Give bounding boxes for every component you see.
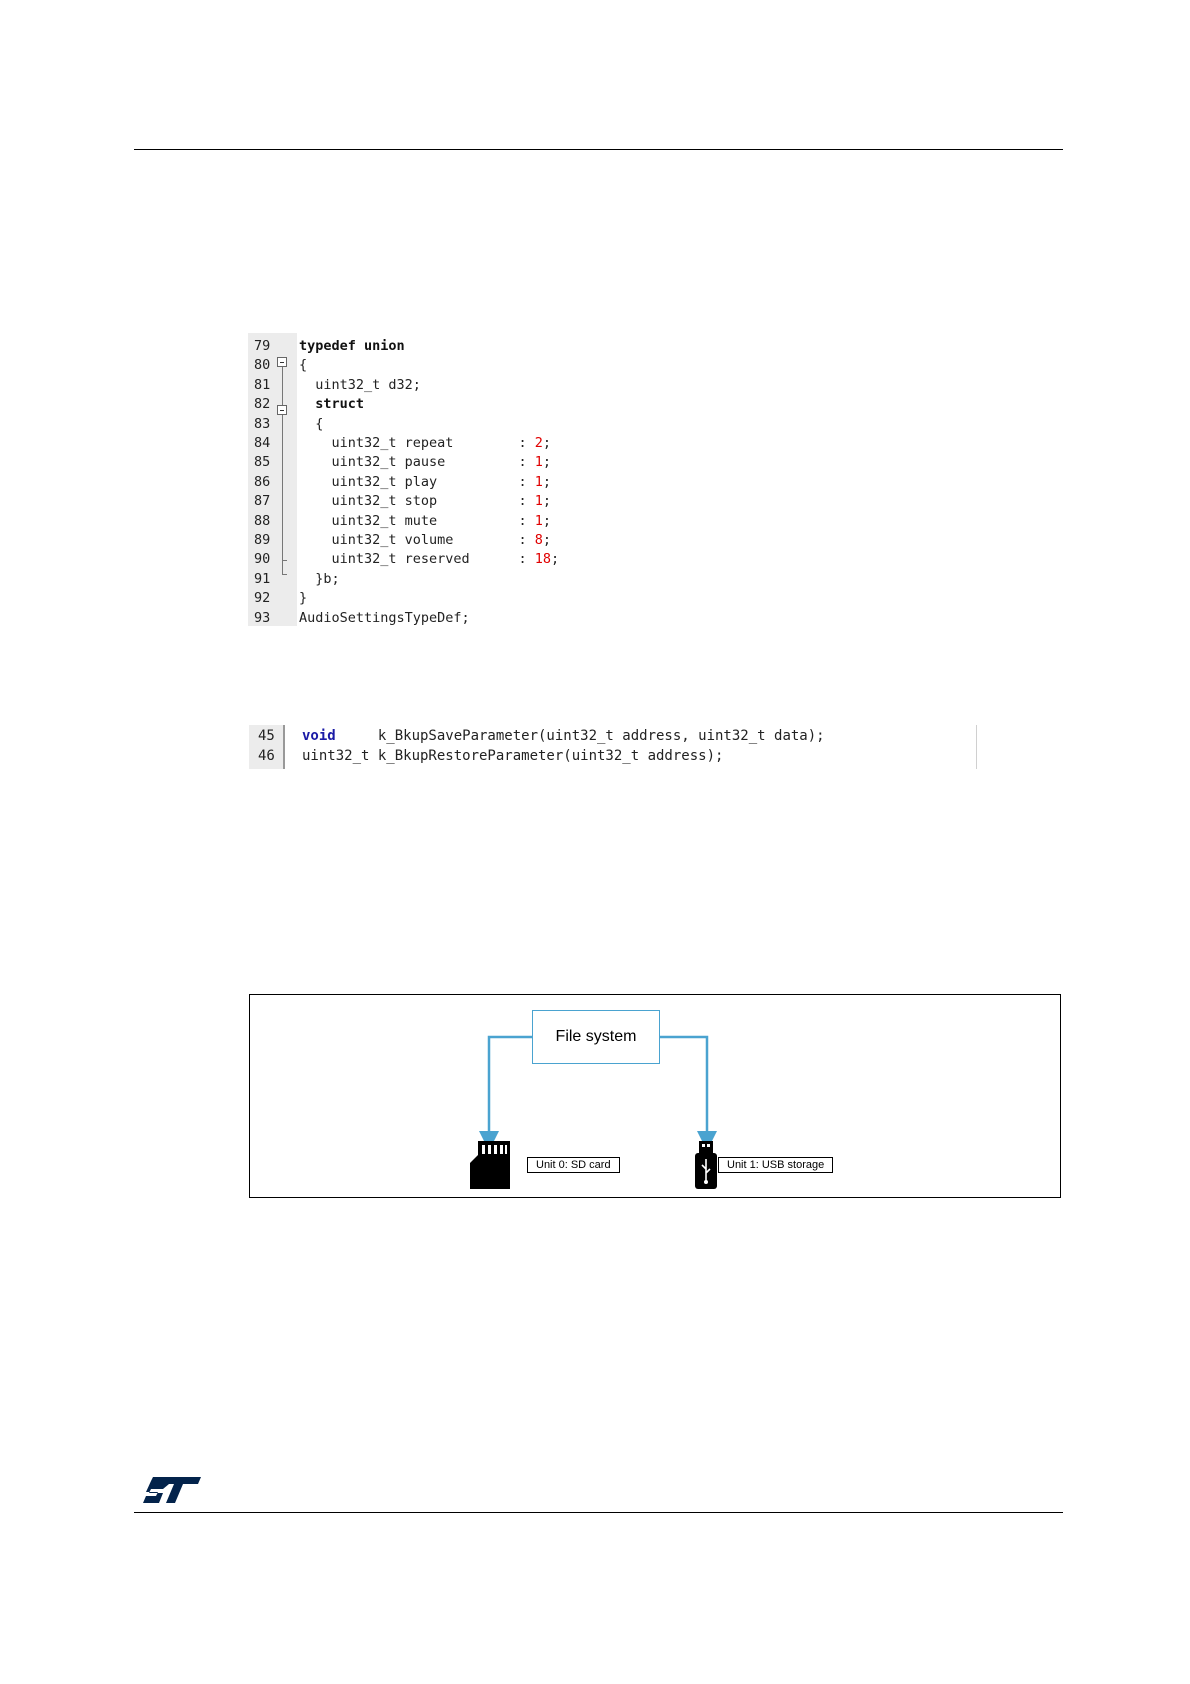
line-number: 90 bbox=[254, 551, 271, 568]
st-logo bbox=[143, 1475, 203, 1505]
code-line: { bbox=[299, 415, 324, 432]
line-number: 91 bbox=[254, 570, 271, 587]
line-number: 82 bbox=[254, 396, 271, 413]
usb-stick-icon bbox=[693, 1141, 719, 1189]
line-number: 79 bbox=[254, 338, 271, 354]
code-block-backup-functions bbox=[249, 725, 977, 769]
line-number: 83 bbox=[254, 415, 271, 432]
fold-end-tick bbox=[282, 574, 287, 575]
line-number: 84 bbox=[254, 435, 271, 451]
code-line: uint32_t mute : 1; bbox=[299, 512, 551, 529]
fold-end-tick bbox=[282, 560, 287, 561]
code-line: typedef union bbox=[299, 338, 405, 354]
code-line: }b; bbox=[299, 570, 340, 587]
code-line: uint32_t pause : 1; bbox=[299, 454, 551, 471]
code-line: uint32_t k_BkupRestoreParameter(uint32_t address); bbox=[302, 748, 724, 764]
file-system-box: File system bbox=[532, 1010, 660, 1064]
line-number: 46 bbox=[258, 748, 275, 764]
code-line: uint32_t repeat : 2; bbox=[299, 435, 551, 451]
line-number: 86 bbox=[254, 473, 271, 490]
file-system-diagram bbox=[249, 994, 1061, 1198]
line-number: 85 bbox=[254, 454, 271, 471]
header-rule bbox=[134, 149, 1063, 150]
code-line: { bbox=[299, 357, 308, 374]
line-number: 93 bbox=[254, 609, 271, 626]
code-line: void k_BkupSaveParameter(uint32_t address, uint32_t data); bbox=[302, 728, 825, 744]
unit1-label: Unit 1: USB storage bbox=[718, 1157, 833, 1173]
code-line: } bbox=[299, 590, 308, 607]
line-number: 81 bbox=[254, 376, 271, 393]
line-number: 80 bbox=[254, 357, 271, 374]
line-number: 92 bbox=[254, 590, 271, 607]
sd-card-icon bbox=[468, 1141, 510, 1189]
line-number: 88 bbox=[254, 512, 271, 529]
code-line: uint32_t stop : 1; bbox=[299, 493, 551, 510]
code-block-typedef bbox=[248, 333, 608, 626]
editor-edge bbox=[976, 725, 977, 769]
code-line: uint32_t d32; bbox=[299, 376, 421, 393]
line-number: 89 bbox=[254, 532, 271, 548]
code-line: uint32_t reserved : 18; bbox=[299, 551, 560, 568]
code-line: struct bbox=[299, 396, 365, 413]
fold-line bbox=[282, 367, 283, 405]
code-line: uint32_t play : 1; bbox=[299, 473, 551, 490]
line-number: 45 bbox=[258, 728, 275, 744]
unit0-label: Unit 0: SD card bbox=[527, 1157, 620, 1173]
code-line: uint32_t volume : 8; bbox=[299, 532, 551, 548]
fold-collapse-icon[interactable] bbox=[277, 357, 287, 367]
footer-rule bbox=[134, 1512, 1063, 1513]
fold-line bbox=[282, 415, 283, 574]
fold-collapse-icon[interactable] bbox=[277, 405, 287, 415]
code-line: AudioSettingsTypeDef; bbox=[299, 609, 470, 626]
line-number: 87 bbox=[254, 493, 271, 510]
